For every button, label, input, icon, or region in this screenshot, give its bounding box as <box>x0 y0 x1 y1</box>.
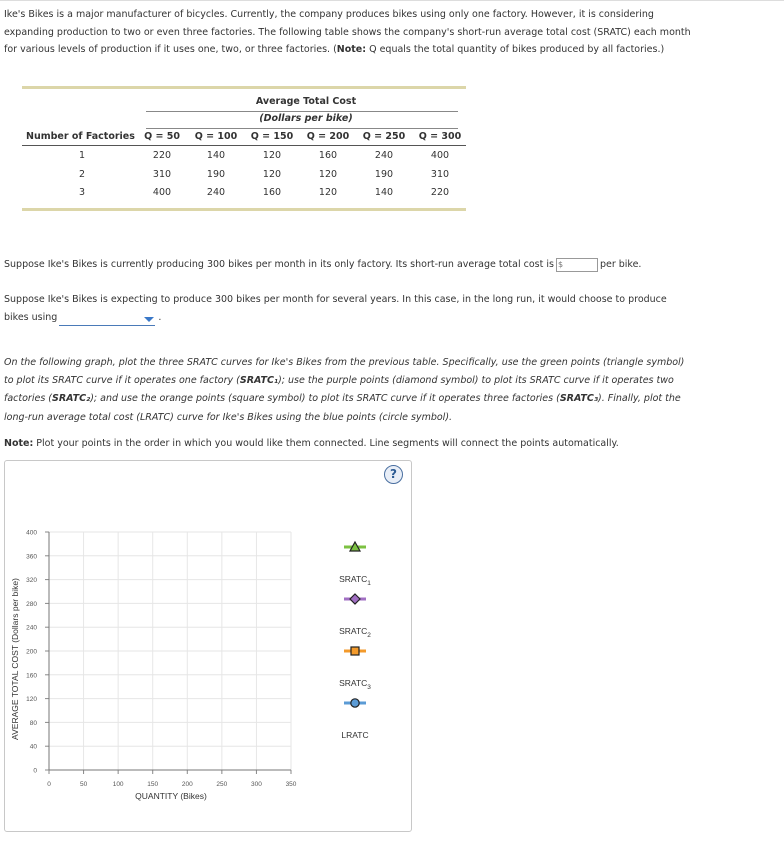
chevron-down-icon <box>144 317 154 322</box>
help-icon[interactable]: ? <box>384 465 403 484</box>
table-bottom-rule <box>22 208 466 211</box>
table-cell: 240 <box>374 150 394 161</box>
x-tick-label: 300 <box>250 781 262 788</box>
y-tick-label: 240 <box>26 624 37 632</box>
table-row-header: Number of Factories <box>26 131 135 142</box>
x-tick-label: 350 <box>285 781 297 788</box>
y-tick-label: 40 <box>29 743 37 751</box>
x-axis-label: QUANTITY (Bikes) <box>135 791 207 801</box>
question-2-text-end: . <box>158 311 162 323</box>
table-group-title: Average Total Cost <box>255 96 357 107</box>
table-header-rule <box>22 145 466 146</box>
table-group-rule <box>146 111 458 112</box>
question-2-text: Suppose Ike's Bikes is expecting to produce 300 bikes per month for several years. In this case, in the long run, it would choose to produce bikes using <box>4 294 667 323</box>
legend-label: $SRATC_1$ <box>339 574 371 587</box>
graph-instructions <box>4 354 694 427</box>
square-point-tool[interactable] <box>351 647 359 655</box>
table-cell: 120 <box>262 150 282 161</box>
question-2 <box>4 291 694 326</box>
instr-sratc2: SRATC₂ <box>52 393 91 405</box>
table-cell: 120 <box>318 169 338 180</box>
intro-paragraph <box>4 6 694 59</box>
table-cell: 120 <box>262 169 282 180</box>
table-cell: 160 <box>318 150 338 161</box>
y-tick-label: 0 <box>33 767 37 775</box>
intro-note-label: Note: <box>336 44 367 55</box>
cost-table <box>22 86 466 212</box>
intro-text-end: Q equals the total quantity of bikes produced by all factories.) <box>366 44 665 55</box>
x-tick-label: 50 <box>79 781 88 788</box>
table-cell: 140 <box>374 187 394 198</box>
instr-sratc3: SRATC₃ <box>559 393 599 405</box>
table-cell: 120 <box>318 187 338 198</box>
table-subtitle-rule <box>146 128 458 129</box>
table-cell: 160 <box>262 187 282 198</box>
x-tick-label: 250 <box>216 781 228 788</box>
y-tick-label: 360 <box>26 553 37 561</box>
y-tick-label: 320 <box>26 577 37 585</box>
table-cell-factories: 1 <box>78 150 86 161</box>
legend-label: LRATC <box>341 730 369 740</box>
legend-label: $SRATC_3$ <box>339 678 371 691</box>
table-col-header: Q = 50 <box>144 131 180 142</box>
y-tick-label: 400 <box>26 529 37 537</box>
factories-dropdown[interactable] <box>59 313 155 326</box>
instr-sratc1: SRATC₁ <box>239 375 279 387</box>
table-cell: 240 <box>206 187 226 198</box>
table-col-header: Q = 300 <box>418 131 462 142</box>
legend <box>339 542 371 740</box>
table-cell: 310 <box>152 169 172 180</box>
plot-area[interactable] <box>26 530 297 789</box>
table-cell: 220 <box>430 187 450 198</box>
table-cell-factories: 3 <box>78 187 86 198</box>
legend-label-subscript: 3 <box>367 684 371 691</box>
table-cell: 140 <box>206 150 226 161</box>
note-text: Plot your points in the order in which you would like them connected. Line segments will connect the points automatically. <box>33 438 619 449</box>
table-cell: 400 <box>152 187 172 198</box>
sratc-answer-input[interactable] <box>556 258 598 272</box>
table-cell-factories: 2 <box>78 169 86 180</box>
y-tick-label: 160 <box>26 672 37 680</box>
note-paragraph <box>4 435 694 453</box>
top-divider <box>0 0 784 1</box>
table-col-header: Q = 100 <box>194 131 238 142</box>
table-cell: 190 <box>206 169 226 180</box>
instr-text: ); use the purple points (diamond symbol) to plot its SRATC curve if it operates two factories ( <box>4 375 674 405</box>
y-tick-label: 280 <box>26 600 37 608</box>
table-group-subtitle: (Dollars per bike) <box>259 113 353 124</box>
y-tick-label: 120 <box>26 696 37 704</box>
note-label: Note: <box>4 438 34 449</box>
y-tick-label: 80 <box>29 719 37 727</box>
circle-point-tool[interactable] <box>351 699 359 707</box>
question-1-text: Suppose Ike's Bikes is currently producing 300 bikes per month in its only factory. Its short-run average total cost is <box>4 259 554 270</box>
graph-svg <box>5 461 411 831</box>
instr-text: On the following graph, plot the three SRATC curves for Ike's Bikes from the previous table. Specifically, use the green points (triangle symbol) to plot its SRATC curve if it operates one factory ( <box>4 357 685 387</box>
intro-text: Ike's Bikes is a major manufacturer of bicycles. Currently, the company produces bikes using only one factory. However, it is considering expanding production to two or even three factories. The following table shows the company's short-run average total cost (SRATC) each month for various levels of production if it uses one, two, or three factories. ( <box>4 9 691 55</box>
legend-label-subscript: 2 <box>367 632 371 639</box>
y-axis-label: AVERAGE TOTAL COST (Dollars per bike) <box>10 578 20 740</box>
y-tick-label: 200 <box>26 648 37 656</box>
x-tick-label: 200 <box>181 781 193 788</box>
x-tick-label: 100 <box>112 781 124 788</box>
legend-label-subscript: 1 <box>367 580 371 587</box>
table-col-header: Q = 150 <box>250 131 294 142</box>
legend-label: $SRATC_2$ <box>339 626 371 639</box>
table-cell: 220 <box>152 150 172 161</box>
instr-text: ); and use the orange points (square symbol) to plot its SRATC curve if it operates three factories ( <box>90 393 560 405</box>
table-top-rule <box>22 86 466 89</box>
table-cell: 310 <box>430 169 450 180</box>
x-tick-label: 150 <box>147 781 159 788</box>
graph-panel <box>4 460 412 832</box>
table-col-header: Q = 250 <box>362 131 406 142</box>
question-1 <box>4 256 694 274</box>
table-col-header: Q = 200 <box>306 131 350 142</box>
instr-text: ). Finally, plot the long-run average total cost (LRATC) curve for Ike's Bikes using the blue points (circle symbol). <box>4 393 681 423</box>
table-cell: 400 <box>430 150 450 161</box>
diamond-point-tool[interactable] <box>350 594 360 604</box>
x-tick-label: 0 <box>47 781 51 788</box>
table-cell: 190 <box>374 169 394 180</box>
question-1-text-end: per bike. <box>599 259 642 270</box>
